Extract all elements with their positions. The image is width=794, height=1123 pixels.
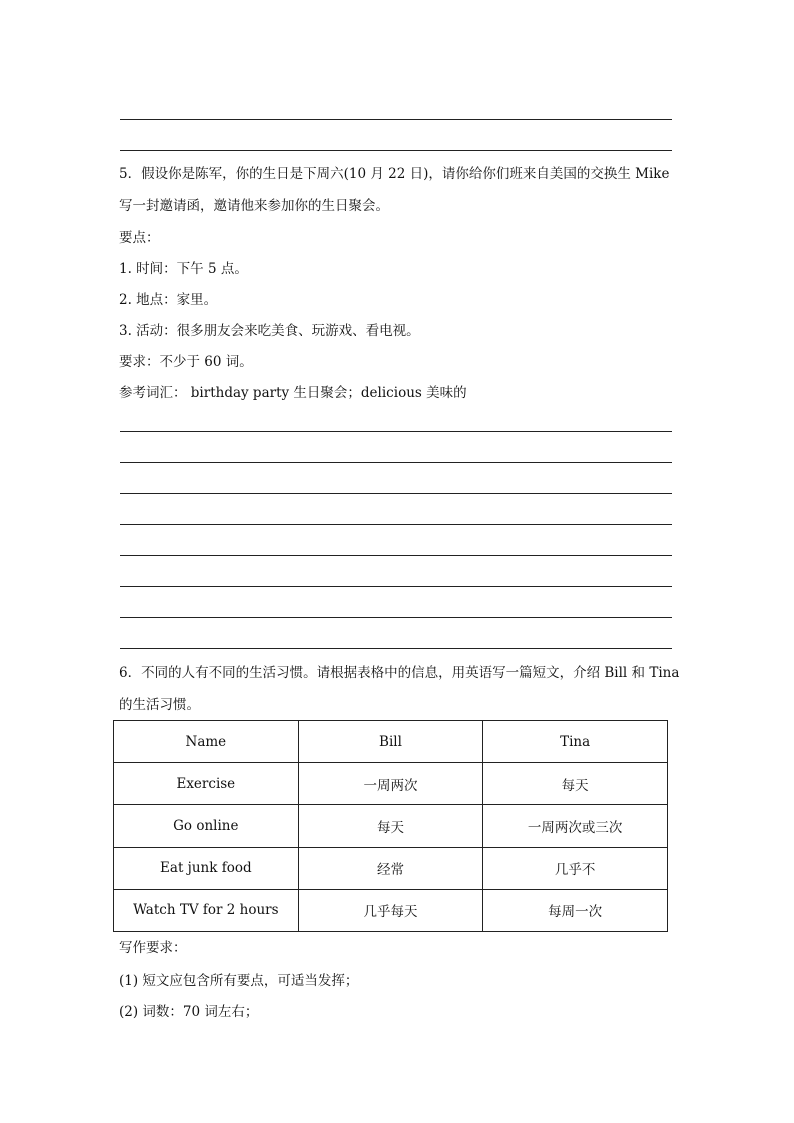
q6-prompt-line2: 的生活习惯。 bbox=[119, 697, 200, 713]
q5-point-time: 1. 时间：下午 5 点。 bbox=[119, 261, 248, 277]
table-cell: Watch TV for 2 hours bbox=[114, 889, 299, 931]
q5-points-title: 要点： bbox=[119, 230, 160, 246]
q5-prompt-line1: 5．假设你是陈军，你的生日是下周六(10 月 22 日)，请你给你们班来自美国的交换生 Mike bbox=[119, 166, 670, 182]
table-header-cell: Tina bbox=[483, 721, 668, 763]
table-cell: 一周两次或三次 bbox=[483, 805, 668, 847]
habits-table bbox=[113, 720, 668, 932]
answer-line bbox=[120, 555, 672, 556]
table-cell: 每天 bbox=[298, 805, 483, 847]
answer-line bbox=[120, 617, 672, 618]
answer-line bbox=[120, 493, 672, 494]
table-row bbox=[114, 889, 668, 931]
table-row bbox=[114, 847, 668, 889]
answer-line bbox=[120, 119, 672, 120]
table-row bbox=[114, 763, 668, 805]
table-cell: 几乎每天 bbox=[298, 889, 483, 931]
q5-point-activity: 3. 活动：很多朋友会来吃美食、玩游戏、看电视。 bbox=[119, 323, 420, 339]
q5-requirement: 要求：不少于 60 词。 bbox=[119, 354, 253, 370]
table-header-cell: Name bbox=[114, 721, 299, 763]
answer-line bbox=[120, 462, 672, 463]
table-cell: Go online bbox=[114, 805, 299, 847]
answer-line bbox=[120, 586, 672, 587]
table-header-row bbox=[114, 721, 668, 763]
q5-point-place: 2. 地点：家里。 bbox=[119, 292, 218, 308]
table-cell: Exercise bbox=[114, 763, 299, 805]
q5-vocabulary: 参考词汇： birthday party 生日聚会；delicious 美味的 bbox=[119, 385, 467, 401]
table-cell: 每周一次 bbox=[483, 889, 668, 931]
table-cell: 每天 bbox=[483, 763, 668, 805]
table-cell: 几乎不 bbox=[483, 847, 668, 889]
answer-line bbox=[120, 524, 672, 525]
table-header-cell: Bill bbox=[298, 721, 483, 763]
q6-requirement-2: (2) 词数：70 词左右； bbox=[119, 1004, 259, 1020]
q6-requirement-1: (1) 短文应包含所有要点，可适当发挥； bbox=[119, 973, 359, 989]
answer-line bbox=[120, 431, 672, 432]
q5-prompt-line2: 写一封邀请函，邀请他来参加你的生日聚会。 bbox=[119, 198, 389, 214]
table-cell: 经常 bbox=[298, 847, 483, 889]
answer-line bbox=[120, 150, 672, 151]
table-cell: 一周两次 bbox=[298, 763, 483, 805]
q6-requirements-title: 写作要求： bbox=[119, 940, 187, 956]
table-row bbox=[114, 805, 668, 847]
q6-prompt-line1: 6．不同的人有不同的生活习惯。请根据表格中的信息，用英语写一篇短文，介绍 Bill 和 Tina bbox=[119, 665, 680, 681]
table-cell: Eat junk food bbox=[114, 847, 299, 889]
answer-line bbox=[120, 648, 672, 649]
